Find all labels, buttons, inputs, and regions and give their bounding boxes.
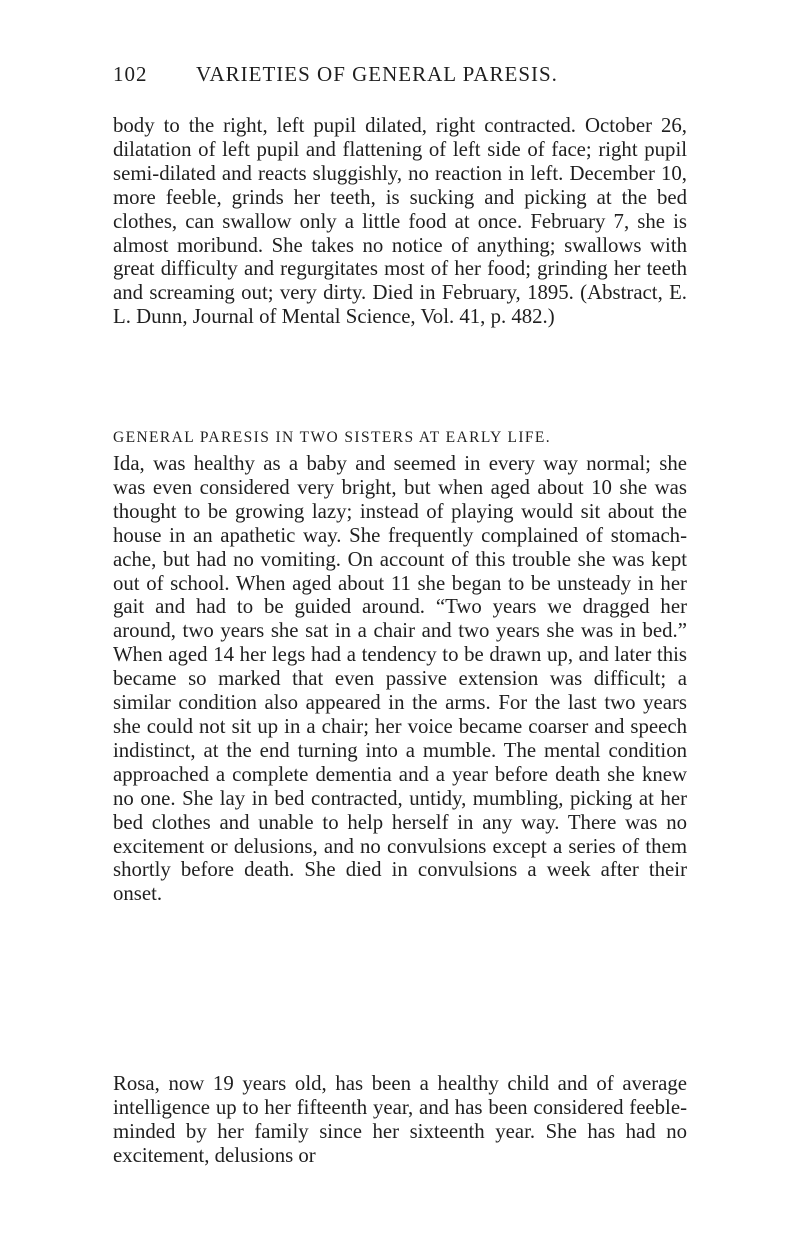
running-title: VARIETIES OF GENERAL PARESIS.: [196, 62, 558, 86]
page-number: 102: [113, 62, 148, 86]
running-head: [113, 62, 687, 88]
paragraph-rosa: Rosa, now 19 years old, has been a healthy child and of average intelligence up to her fifteenth year, and has been considered feeble-minded by her family since her sixteenth year. She has had no excitement, delusions or: [113, 1072, 687, 1167]
section-heading: GENERAL PARESIS IN TWO SISTERS AT EARLY LIFE.: [113, 429, 552, 446]
paragraph-ida: Ida, was healthy as a baby and seemed in every way normal; she was even considered very bright, but when aged about 10 she was thought to be growing lazy; instead of playing would sit about the house in an apathetic way. She frequently complained of stomach-ache, but had no vomiting. On account of this trouble she was kept out of school. When aged about 11 she began to be unsteady in her gait and had to be guided around. “Two years we dragged her around, two years she sat in a chair and two years she was in bed.” When aged 14 her legs had a tendency to be drawn up, and later this became so marked that even passive extension was difficult; a similar condition also appeared in the arms. For the last two years she could not sit up in a chair; her voice became coarser and speech indistinct, at the end turning into a mumble. The mental condition approached a complete dementia and a year before death she knew no one. She lay in bed contracted, untidy, mumbling, picking at her bed clothes and unable to help herself in any way. There was no excitement or delusions, and no convulsions except a series of them shortly before death. She died in convulsions a week after their onset.: [113, 452, 687, 906]
paragraph-case-continuation: body to the right, left pupil dilated, right contracted. October 26, dilatation of left pupil and flattening of left side of face; right pupil semi-dilated and reacts sluggishly, no reaction in left. December 10, more feeble, grinds her teeth, is sucking and picking at the bed clothes, can swallow only a little food at once. February 7, she is almost moribund. She takes no notice of anything; swallows with great difficulty and regurgitates most of her food; grinding her teeth and screaming out; very dirty. Died in February, 1895. (Abstract, E. L. Dunn, Journal of Mental Science, Vol. 41, p. 482.): [113, 114, 687, 329]
